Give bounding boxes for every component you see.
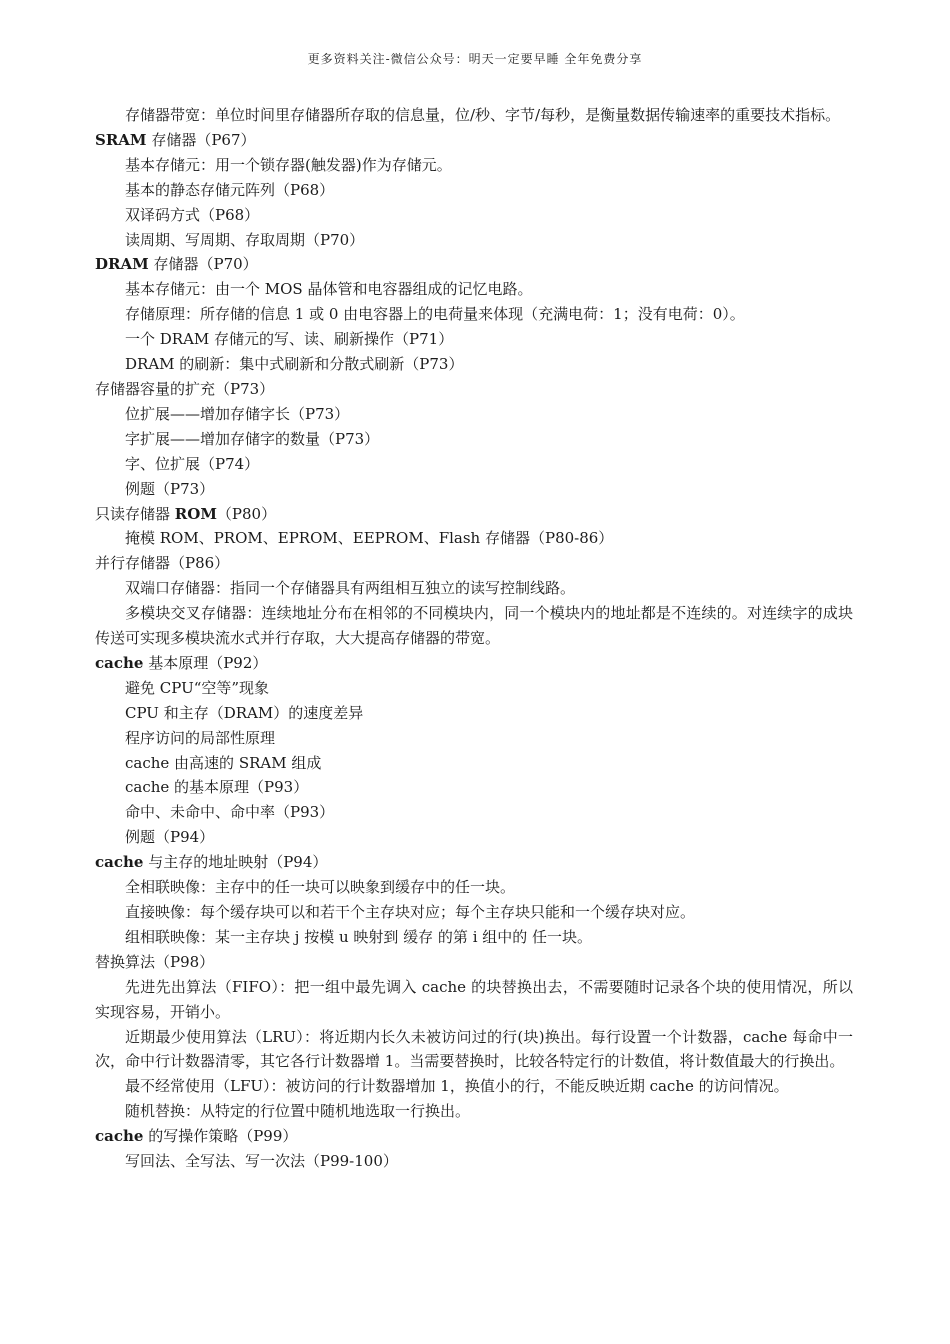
body-line	[95, 228, 853, 253]
line-text: 存储器（P67）	[146, 130, 256, 149]
line-text: 双译码方式（P68）	[125, 205, 260, 224]
heading-keyword: cache	[95, 653, 144, 672]
page-header: 更多资料关注-微信公众号：明天一定要早睡 全年免费分享	[307, 52, 643, 66]
heading-keyword: SRAM	[95, 130, 147, 149]
line-text: 字、位扩展（P74）	[125, 454, 260, 473]
body-line	[95, 900, 853, 925]
line-text: 例题（P73）	[125, 479, 215, 498]
line-text: 基本的静态存储元阵列（P68）	[125, 180, 335, 199]
body-line	[95, 726, 853, 751]
heading-keyword: cache	[95, 853, 144, 872]
section-heading	[95, 950, 853, 975]
line-text: 先进先出算法（FIFO）：把一组中最先调入 cache 的块替换出去，不需要随时记录各个块的使用情况，所以实现容易，开销小。	[95, 977, 853, 1021]
line-text: 程序访问的局部性原理	[125, 728, 276, 747]
body-line	[95, 352, 853, 377]
body-line	[95, 302, 853, 327]
line-text: cache 由高速的 SRAM 组成	[125, 753, 322, 772]
body-line	[95, 975, 853, 1025]
heading-keyword: ROM	[174, 504, 217, 523]
heading-prefix: 只读存储器	[95, 504, 175, 523]
line-text: DRAM 的刷新：集中式刷新和分散式刷新（P73）	[125, 355, 464, 374]
body-line	[95, 875, 853, 900]
line-text: 存储器容量的扩充（P73）	[95, 379, 275, 398]
body-line	[95, 452, 853, 477]
line-text: 组相联映像：某一主存块 j 按模 u 映射到 缓存 的第 i 组中的 任一块。	[125, 927, 593, 946]
line-text: 读周期、写周期、存取周期（P70）	[125, 230, 365, 249]
line-text: 基本原理（P92）	[143, 653, 268, 672]
body-line	[95, 153, 853, 178]
body-line	[95, 178, 853, 203]
line-text: 掩模 ROM、PROM、EPROM、EEPROM、Flash 存储器（P80-86）	[125, 529, 614, 548]
body-line	[95, 1025, 853, 1075]
line-text: 基本存储元：用一个锁存器(触发器)作为存储元。	[125, 155, 452, 174]
body-line	[95, 203, 853, 228]
line-text: 写回法、全写法、写一次法（P99-100）	[125, 1152, 398, 1171]
line-text: 存储原理：所存储的信息 1 或 0 由电容器上的电荷量来体现（充满电荷：1；没有电荷：0）。	[125, 305, 745, 324]
section-heading	[95, 128, 853, 153]
line-text: 一个 DRAM 存储元的写、读、刷新操作（P71）	[125, 330, 454, 349]
line-text: 位扩展——增加存储字长（P73）	[125, 404, 350, 423]
line-text: 双端口存储器：指同一个存储器具有两组相互独立的读写控制线路。	[125, 579, 576, 598]
line-text: 基本存储元：由一个 MOS 晶体管和电容器组成的记忆电路。	[125, 280, 533, 299]
heading-keyword: DRAM	[95, 255, 149, 274]
line-text: 例题（P94）	[125, 828, 215, 847]
section-heading	[95, 377, 853, 402]
line-text: 命中、未命中、命中率（P93）	[125, 803, 335, 822]
body-line	[95, 277, 853, 302]
body-line	[95, 676, 853, 701]
line-text: （P80）	[216, 504, 277, 523]
body-line	[95, 825, 853, 850]
document-body	[95, 103, 853, 1174]
body-line	[95, 402, 853, 427]
section-heading	[95, 551, 853, 576]
line-text: 的写操作策略（P99）	[143, 1127, 298, 1146]
line-text: 替换算法（P98）	[95, 952, 215, 971]
section-heading	[95, 1124, 853, 1149]
line-text: 近期最少使用算法（LRU）：将近期内长久未被访问过的行(块)换出。每行设置一个计数器，cache 每命中一次，命中行计数器清零，其它各行计数器增 1。当需要替换时，比较各特定行的计数值，将计数值最大的行换出。	[95, 1027, 853, 1071]
body-line	[95, 800, 853, 825]
line-text: 直接映像：每个缓存块可以和若干个主存块对应；每个主存块只能和一个缓存块对应。	[125, 903, 696, 921]
body-line	[95, 427, 853, 452]
body-line	[95, 701, 853, 726]
body-line	[95, 601, 853, 651]
line-text: 字扩展——增加存储字的数量（P73）	[125, 429, 380, 448]
line-text: 避免 CPU“空等”现象	[125, 678, 270, 697]
line-text: 存储器（P70）	[148, 255, 258, 274]
body-line	[95, 576, 853, 601]
section-heading	[95, 252, 853, 277]
body-line	[95, 327, 853, 352]
body-line	[95, 526, 853, 551]
line-text: 与主存的地址映射（P94）	[143, 853, 328, 872]
body-line	[95, 477, 853, 502]
line-text: 最不经常使用（LFU）：被访问的行计数器增加 1，换值小的行，不能反映近期 cache 的访问情况。	[125, 1077, 789, 1096]
body-line	[95, 751, 853, 776]
body-line	[95, 1149, 853, 1174]
heading-keyword: cache	[95, 1127, 144, 1146]
body-line	[95, 1074, 853, 1099]
line-text: 随机替换：从特定的行位置中随机地选取一行换出。	[125, 1102, 471, 1121]
section-heading	[95, 850, 853, 875]
body-line	[95, 103, 853, 128]
line-text: 多模块交叉存储器：连续地址分布在相邻的不同模块内，同一个模块内的地址都是不连续的。对连续字的成块传送可实现多模块流水式并行存取，大大提高存储器的带宽。	[95, 604, 853, 648]
section-heading	[95, 651, 853, 676]
line-text: 并行存储器（P86）	[95, 554, 230, 573]
line-text: 全相联映像：主存中的任一块可以映象到缓存中的任一块。	[125, 878, 516, 897]
body-line	[95, 775, 853, 800]
line-text: cache 的基本原理（P93）	[125, 778, 309, 797]
body-line	[95, 1099, 853, 1124]
line-text: 存储器带宽：单位时间里存储器所存取的信息量，位/秒、字节/每秒，是衡量数据传输速率的重要技术指标。	[125, 106, 841, 124]
body-line	[95, 925, 853, 950]
section-heading	[95, 502, 853, 527]
line-text: CPU 和主存（DRAM）的速度差异	[125, 703, 364, 722]
